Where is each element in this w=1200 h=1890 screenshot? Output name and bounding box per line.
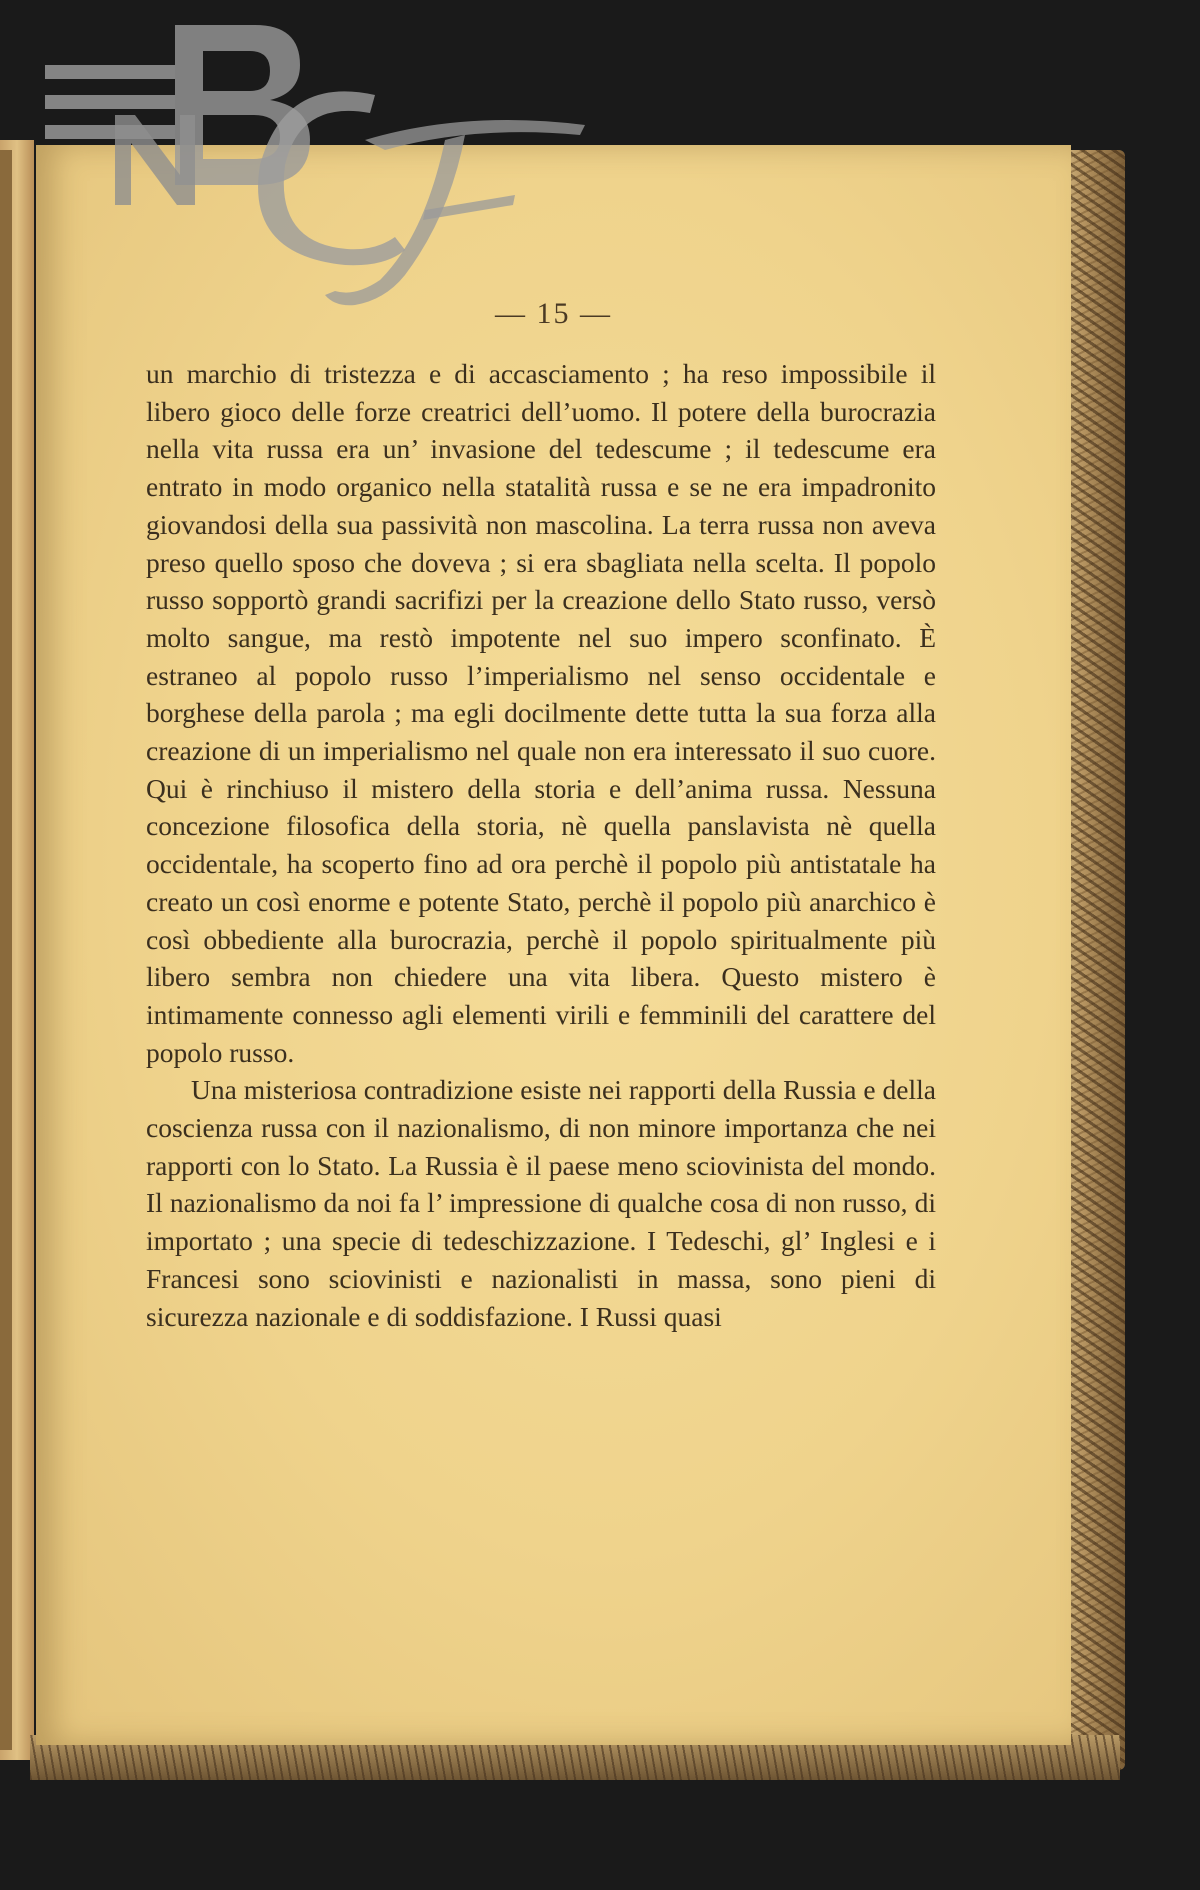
page-number: — 15 — — [495, 297, 612, 330]
book-page — [36, 145, 1071, 1745]
watermark-text: BNCF — [45, 2, 87, 19]
body-text — [146, 355, 936, 1335]
paragraph-1: un marchio di tristezza e di accasciamento ; ha reso impossibile il libero gioco delle forze creatrici dell’uomo. Il potere della burocrazia nella vita russa era un’ invasione del tedescume ; il tedescume era entrato in modo organico nella statalità russa e se ne era impadronito giovandosi della sua passività non mascolina. La terra russa non aveva preso quello sposo che doveva ; si era sbagliata nella scelta. Il popolo russo sopportò grandi sacrifizi per la creazione dello Stato russo, versò molto sangue, ma restò impotente nel suo impero sconfinato. È estraneo al popolo russo l’imperialismo nel senso occidentale e borghese della parola ; ma egli docilmente dette tutta la sua forza alla creazione di un imperialismo nel quale non era interessato il suo cuore. Qui è rinchiuso il mistero della storia e dell’anima russa. Nessuna concezione filosofica della storia, nè quella panslavista nè quella occidentale, ha scoperto fino ad ora perchè il popolo più antistatale ha creato un così enorme e potente Stato, perchè il popolo più anarchico è così obbediente alla burocrazia, perchè il popolo spiritualmente più libero sembra non chiedere una vita libera. Questo mistero è intimamente connesso agli elementi virili e femminili del carattere del popolo russo. — [146, 358, 936, 1068]
book-spine — [0, 150, 12, 1750]
paragraph-2: Una misteriosa contradizione esiste nei rapporti della Russia e della coscienza russa con il nazionalismo, di non minore importanza che nei rapporti con lo Stato. La Russia è il paese meno sciovinista del mondo. Il nazionalismo da noi fa l’ impressione di qualche cosa di non russo, di importato ; una specie di tedeschizzazione. I Tedeschi, gl’ Inglesi e i Francesi sono sciovinisti e nazionalisti in massa, sono pieni di sicurezza nazionale e di soddisfazione. I Russi quasi — [146, 1074, 936, 1332]
